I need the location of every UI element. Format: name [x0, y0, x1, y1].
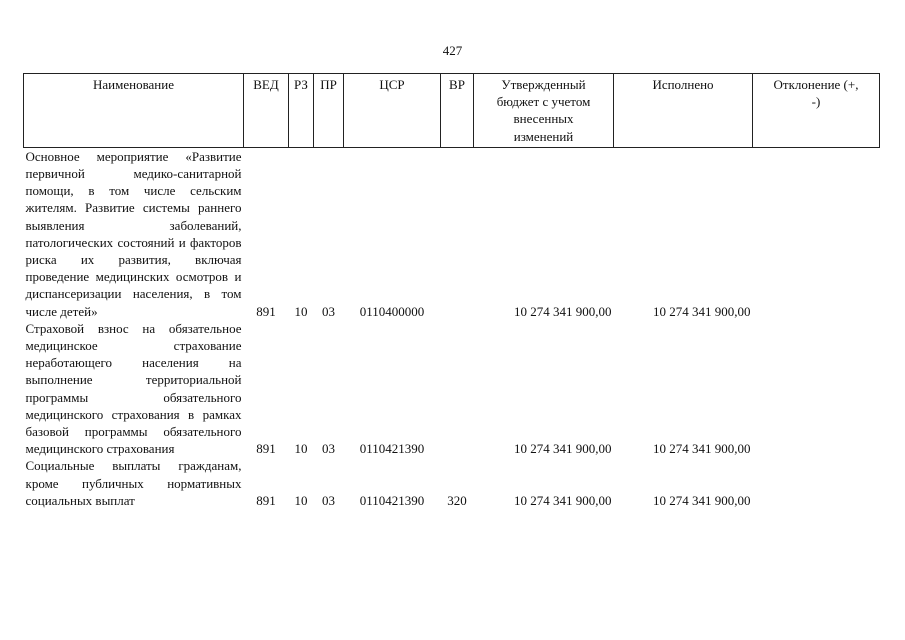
row-csr: 0110421390 — [359, 492, 425, 508]
header-name: Наименование — [24, 74, 244, 148]
header-executed: Исполнено — [614, 74, 753, 148]
row-pr: 03 — [322, 492, 335, 508]
row-approved: 10 274 341 900,00 — [514, 441, 612, 457]
row-deviation — [753, 320, 880, 458]
row-deviation — [753, 457, 880, 509]
header-ved: ВЕД — [244, 74, 289, 148]
row-name: Социальные выплаты гражданам, кроме публичных нормативных социальных выплат — [25, 458, 242, 508]
header-rz: РЗ — [289, 74, 314, 148]
row-csr: 0110400000 — [359, 303, 425, 319]
header-csr: ЦСР — [344, 74, 441, 148]
row-rz: 10 — [294, 441, 308, 457]
header-approved: Утвержденный бюджет с учетом внесенных изменений — [474, 74, 614, 148]
page-number: 427 — [442, 43, 463, 58]
row-vr — [441, 320, 474, 458]
row-name: Страховой взнос на обязательное медицинское страхование неработающего населения на выполнение территориальной программы обязательного медицинского страхования в рамках базовой программы обязательного медицинского страхования — [25, 320, 242, 457]
budget-table — [23, 73, 880, 509]
header-vr: ВР — [441, 74, 474, 148]
row-deviation — [753, 147, 880, 320]
table-row — [24, 457, 880, 509]
row-csr: 0110421390 — [359, 441, 425, 457]
row-ved: 891 — [256, 492, 276, 508]
row-executed: 10 274 341 900,00 — [653, 492, 751, 508]
table-row — [24, 147, 880, 320]
row-name: Основное мероприятие «Развитие первичной медико-санитарной помощи, в том числе сельским жителям. Развитие системы раннего выявления заболеваний, патологических состояний и факторов риска их развития, включая проведение медицинских осмотров и диспансеризации населения, в том числе детей» — [25, 148, 242, 319]
row-ved: 891 — [256, 303, 276, 319]
row-executed: 10 274 341 900,00 — [653, 303, 751, 319]
row-pr: 03 — [322, 441, 335, 457]
row-executed: 10 274 341 900,00 — [653, 441, 751, 457]
row-approved: 10 274 341 900,00 — [514, 303, 612, 319]
row-vr — [441, 147, 474, 320]
table-row — [24, 320, 880, 458]
row-rz: 10 — [294, 303, 308, 319]
table-header-row — [24, 74, 880, 148]
header-pr: ПР — [314, 74, 344, 148]
row-approved: 10 274 341 900,00 — [514, 492, 612, 508]
header-deviation: Отклонение (+, -) — [753, 74, 880, 148]
row-pr: 03 — [322, 303, 335, 319]
row-ved: 891 — [256, 441, 276, 457]
row-vr: 320 — [447, 492, 467, 508]
row-rz: 10 — [294, 492, 308, 508]
